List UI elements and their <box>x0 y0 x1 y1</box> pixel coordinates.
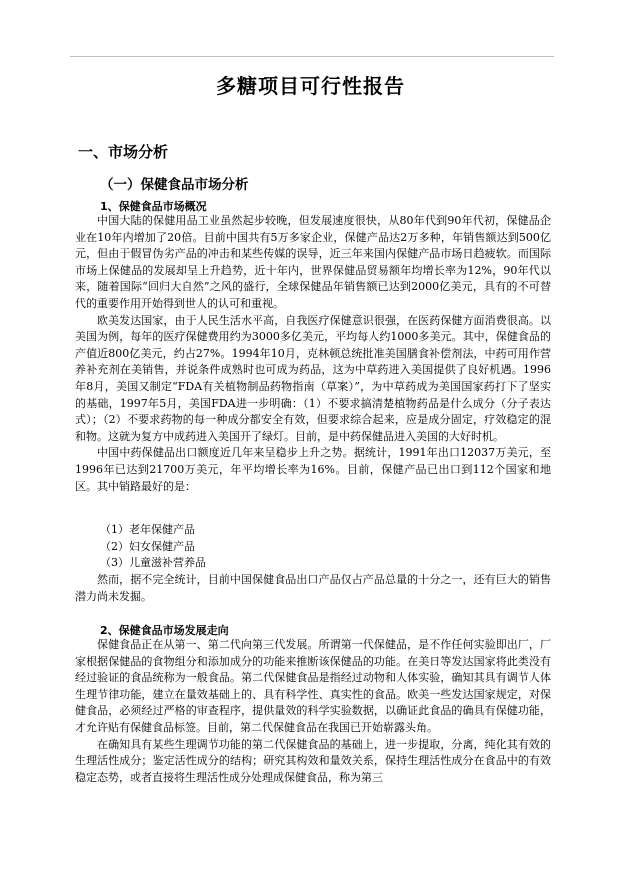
list-item: （1）老年保健产品 <box>100 523 195 536</box>
body-block-2 <box>75 572 551 605</box>
section-heading: 一、市场分析 <box>78 143 169 161</box>
paragraph: 保健食品正在从第一、第二代向第三代发展。所谓第一代保健品，是不作任何实验即出厂，厂家根据保健品的食物组分和添加成分的功能来推断该保健品的功能。在美日等发达国家将此类没有经过验证的食品统称为一般食品。第二代保健食品是指经过动物和人体实验，确知其具有调节人体生理节律功能，建立在量效基础上的、具有科学性、真实性的食品。欧美一些发达国家规定，对保健食品，必须经过严格的审查程序，提供量效的科学实验数据，以确证此食品的确具有保健功能，才允许贴有保健食品标签。目前，第二代保健食品在我国已开始崭露头角。 <box>75 638 551 734</box>
export-product-list <box>100 522 206 572</box>
document-title: 多糖项目可行性报告 <box>216 74 405 98</box>
list-item: （3）儿童滋补营养品 <box>100 556 206 570</box>
heading-market-trend: 2、保健食品市场发展走向 <box>100 624 229 637</box>
paragraph: 中国大陆的保健用品工业虽然起步较晚，但发展速度很快，从80年代到90年代初，保健品企业在10年内增加了20倍。目前中国共有5万多家企业，保健产品达2万多种，年销售额达到500亿元，但由于假冒伪劣产品的冲击和某些传媒的误导，近三年来国内保健产品市场日趋疲软。而国际市场上保健品的发展却呈上升趋势，近十年内，世界保健品贸易额年均增长率为12%，90年代以来，随着国际“回归大自然”之风的盛行，全球保健品年销售额已达到2000亿美元，具有的不可替代的重要作用开始得到世人的认可和重视。 <box>75 214 551 310</box>
paragraph: 然而，据不完全统计，目前中国保健食品出口产品仅占产品总量的十分之一，还有巨大的销售潜力尚未发掘。 <box>75 573 551 603</box>
paragraph: 在确知具有某些生理调节功能的第二代保健食品的基础上，进一步提取，分离，纯化其有效的生理活性成分；鉴定活性成分的结构；研究其构效和量效关系，保持生理活性成分在食品中的有效稳定态势，或者直接将生理活性成分处理成保健食品，称为第三 <box>75 737 551 784</box>
paragraph: 中国中药保健品出口额度近几年来呈稳步上升之势。据统计，1991年出口12037万美元，至1996年已达到21700万美元，年平均增长率为16%。目前，保健产品已出口到112个国家和地区。其中销路最好的是： <box>75 446 551 493</box>
subsection-heading: （一）保健食品市场分析 <box>100 177 249 193</box>
header-rule <box>70 56 554 57</box>
body-block-3 <box>75 637 551 786</box>
list-item: （2）妇女保健产品 <box>100 539 195 553</box>
paragraph: 欧美发达国家，由于人民生活水平高，自我医疗保健意识很强，在医药保健方面消费很高。以美国为例，每年的医疗保健费用约为3000多亿美元，平均每人约1000多美元。其中，保健食品的产值近800亿美元，约占27%。1994年10月，克林顿总统批准美国膳食补偿剂法，中药可用作营养补充剂在美销售，并说条件成熟时也可成为药品，这为中草药进入美国提供了良好机遇。1996年8月，美国又制定“FDA有关植物制品药物指南（草案）”，为中草药成为美国国家药打下了坚实的基础，1997年5月，美国FDA进一步明确：（1）不要求搞清楚植物药品是什么成分（分子表达式）；（2）不要求药物的每一种成分都安全有效，但要求综合起来，应是成分固定，疗效稳定的混和物。这就为复方中成药进入美国开了绿灯。目前，是中药保健品进入美国的大好时机。 <box>75 313 551 443</box>
heading-market-overview: 1、保健食品市场概况 <box>100 200 207 213</box>
body-block-1 <box>75 213 551 495</box>
